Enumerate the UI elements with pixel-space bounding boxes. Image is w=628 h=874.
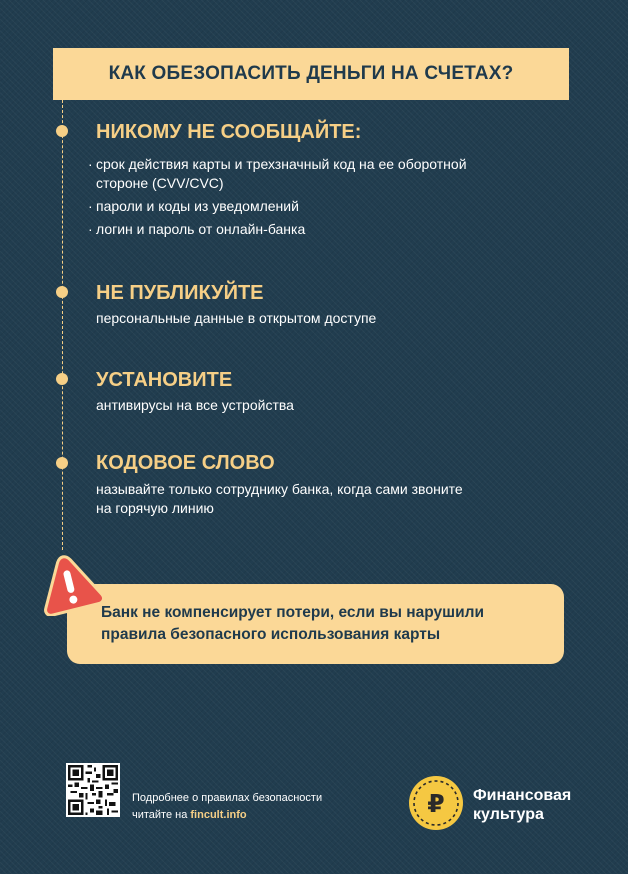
section-text-code-word: называйте только сотруднику банка, когда сами звоните на горячую линию bbox=[96, 481, 463, 516]
timeline-dot bbox=[56, 373, 68, 385]
timeline-dot bbox=[56, 286, 68, 298]
ruble-coin-logo bbox=[408, 775, 464, 831]
section-heading-dont-tell: НИКОМУ НЕ СООБЩАЙТЕ: bbox=[96, 121, 362, 143]
list-item: · срок действия карты и трехзначный код на ее оборотной стороне (CVV/CVC) bbox=[88, 155, 548, 193]
timeline-dot bbox=[56, 125, 68, 137]
list-item: · пароли и коды из уведомлений bbox=[88, 197, 548, 216]
warning-icon bbox=[34, 550, 106, 616]
warning-text: Банк не компенсирует потери, если вы нарушили правила безопасного использования карты bbox=[101, 604, 484, 643]
section-text-install: антивирусы на все устройства bbox=[96, 397, 294, 413]
title-banner bbox=[53, 48, 569, 100]
timeline-dot bbox=[56, 457, 68, 469]
timeline-line bbox=[62, 100, 63, 550]
section-text-dont-publish: персональные данные в открытом доступе bbox=[96, 310, 377, 326]
dont-tell-list bbox=[88, 155, 548, 243]
logo-title: Финансовая культура bbox=[473, 787, 572, 823]
list-item: · логин и пароль от онлайн-банка bbox=[88, 220, 548, 239]
section-heading-install: УСТАНОВИТЕ bbox=[96, 369, 233, 391]
section-heading-dont-publish: НЕ ПУБЛИКУЙТЕ bbox=[96, 282, 264, 304]
logo-symbol: ₽ bbox=[427, 789, 445, 818]
qr-code bbox=[66, 763, 120, 817]
fincult-link[interactable]: fincult.info bbox=[190, 809, 247, 821]
page-title: КАК ОБЕЗОПАСИТЬ ДЕНЬГИ НА СЧЕТАХ? bbox=[108, 63, 514, 84]
footer-note: Подробнее о правилах безопасности читайте на fincult.info bbox=[132, 792, 323, 821]
section-heading-code-word: КОДОВОЕ СЛОВО bbox=[96, 452, 275, 474]
